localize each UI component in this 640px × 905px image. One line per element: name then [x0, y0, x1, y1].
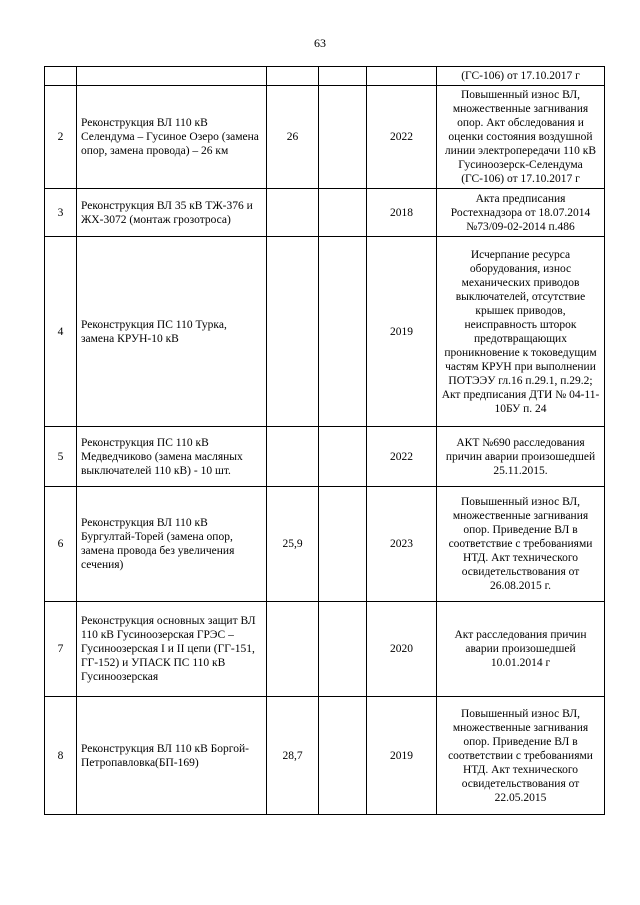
row-number: 6: [45, 487, 77, 602]
table-row: [45, 189, 605, 237]
table-row: [45, 67, 605, 86]
project-year: 2020: [367, 602, 437, 697]
table-row: [45, 697, 605, 815]
table-row: [45, 86, 605, 189]
project-reason: Исчерпание ресурса оборудования, износ механических приводов выключателей, отсутствие крышек приводов, неисправность шторок предотвращающих проникновение к токоведущим частям КРУН при выполнении ПОТЭЭУ гл.16 п.29.1, п.29.2; Акт предписания ДТИ № 04-11-10БУ п. 24: [437, 237, 605, 427]
project-length: [267, 602, 319, 697]
table-row: [45, 427, 605, 487]
empty-cell: [319, 602, 367, 697]
row-number: 7: [45, 602, 77, 697]
project-reason: Повышенный износ ВЛ, множественные загнивания опор. Приведение ВЛ в соответствие с требованиями НТД. Акт технического освидетельствования от 26.08.2015 г.: [437, 487, 605, 602]
project-length: 28,7: [267, 697, 319, 815]
project-reason: Повышенный износ ВЛ, множественные загнивания опор. Приведение ВЛ в соответствии с требованиями НТД. Акт технического освидетельствования от 22.05.2015: [437, 697, 605, 815]
empty-cell: [319, 697, 367, 815]
table-row: [45, 602, 605, 697]
project-reason: Акта предписания Ростехнадзора от 18.07.2014 №73/09-02-2014 п.486: [437, 189, 605, 237]
project-name: Реконструкция ВЛ 110 кВ Селендума – Гусиное Озеро (замена опор, замена провода) – 26 км: [77, 86, 267, 189]
empty-cell: [319, 189, 367, 237]
empty-cell: [319, 487, 367, 602]
table-row: [45, 487, 605, 602]
empty-cell: [319, 67, 367, 86]
project-length: 26: [267, 86, 319, 189]
row-number: 8: [45, 697, 77, 815]
project-reason: Акт расследования причин аварии произошедшей 10.01.2014 г: [437, 602, 605, 697]
project-name: [77, 67, 267, 86]
project-name: Реконструкция ПС 110 Турка, замена КРУН-10 кВ: [77, 237, 267, 427]
projects-table: [44, 66, 605, 815]
row-number: 5: [45, 427, 77, 487]
project-year: 2023: [367, 487, 437, 602]
project-year: 2019: [367, 697, 437, 815]
project-length: [267, 237, 319, 427]
project-year: [367, 67, 437, 86]
row-number: [45, 67, 77, 86]
row-number: 2: [45, 86, 77, 189]
table-row: [45, 237, 605, 427]
empty-cell: [319, 86, 367, 189]
project-reason: (ГС-106) от 17.10.2017 г: [437, 67, 605, 86]
project-length: [267, 189, 319, 237]
project-reason: АКТ №690 расследования причин аварии произошедшей 25.11.2015.: [437, 427, 605, 487]
project-name: Реконструкция основных защит ВЛ 110 кВ Гусиноозерская ГРЭС – Гусиноозерская I и II цепи (ГГ-151, ГГ-152) и УПАСК ПС 110 кВ Гусиноозерская: [77, 602, 267, 697]
project-length: [267, 427, 319, 487]
project-name: Реконструкция ПС 110 кВ Медведчиково (замена масляных выключателей 110 кВ) - 10 шт.: [77, 427, 267, 487]
project-reason: Повышенный износ ВЛ, множественные загнивания опор. Акт обследования и оценки состояния воздушной линии электропередачи 110 кВ Гусиноозерск-Селендума (ГС-106) от 17.10.2017 г: [437, 86, 605, 189]
row-number: 3: [45, 189, 77, 237]
empty-cell: [319, 237, 367, 427]
project-length: [267, 67, 319, 86]
project-name: Реконструкция ВЛ 110 кВ Боргой-Петропавловка(БП-169): [77, 697, 267, 815]
project-name: Реконструкция ВЛ 110 кВ Бургултай-Торей (замена опор, замена провода без увеличения сечения): [77, 487, 267, 602]
project-year: 2018: [367, 189, 437, 237]
project-name: Реконструкция ВЛ 35 кВ ТЖ-376 и ЖХ-3072 (монтаж грозотроса): [77, 189, 267, 237]
page-number: 63: [314, 36, 326, 50]
project-year: 2022: [367, 86, 437, 189]
project-year: 2019: [367, 237, 437, 427]
project-length: 25,9: [267, 487, 319, 602]
row-number: 4: [45, 237, 77, 427]
project-year: 2022: [367, 427, 437, 487]
empty-cell: [319, 427, 367, 487]
